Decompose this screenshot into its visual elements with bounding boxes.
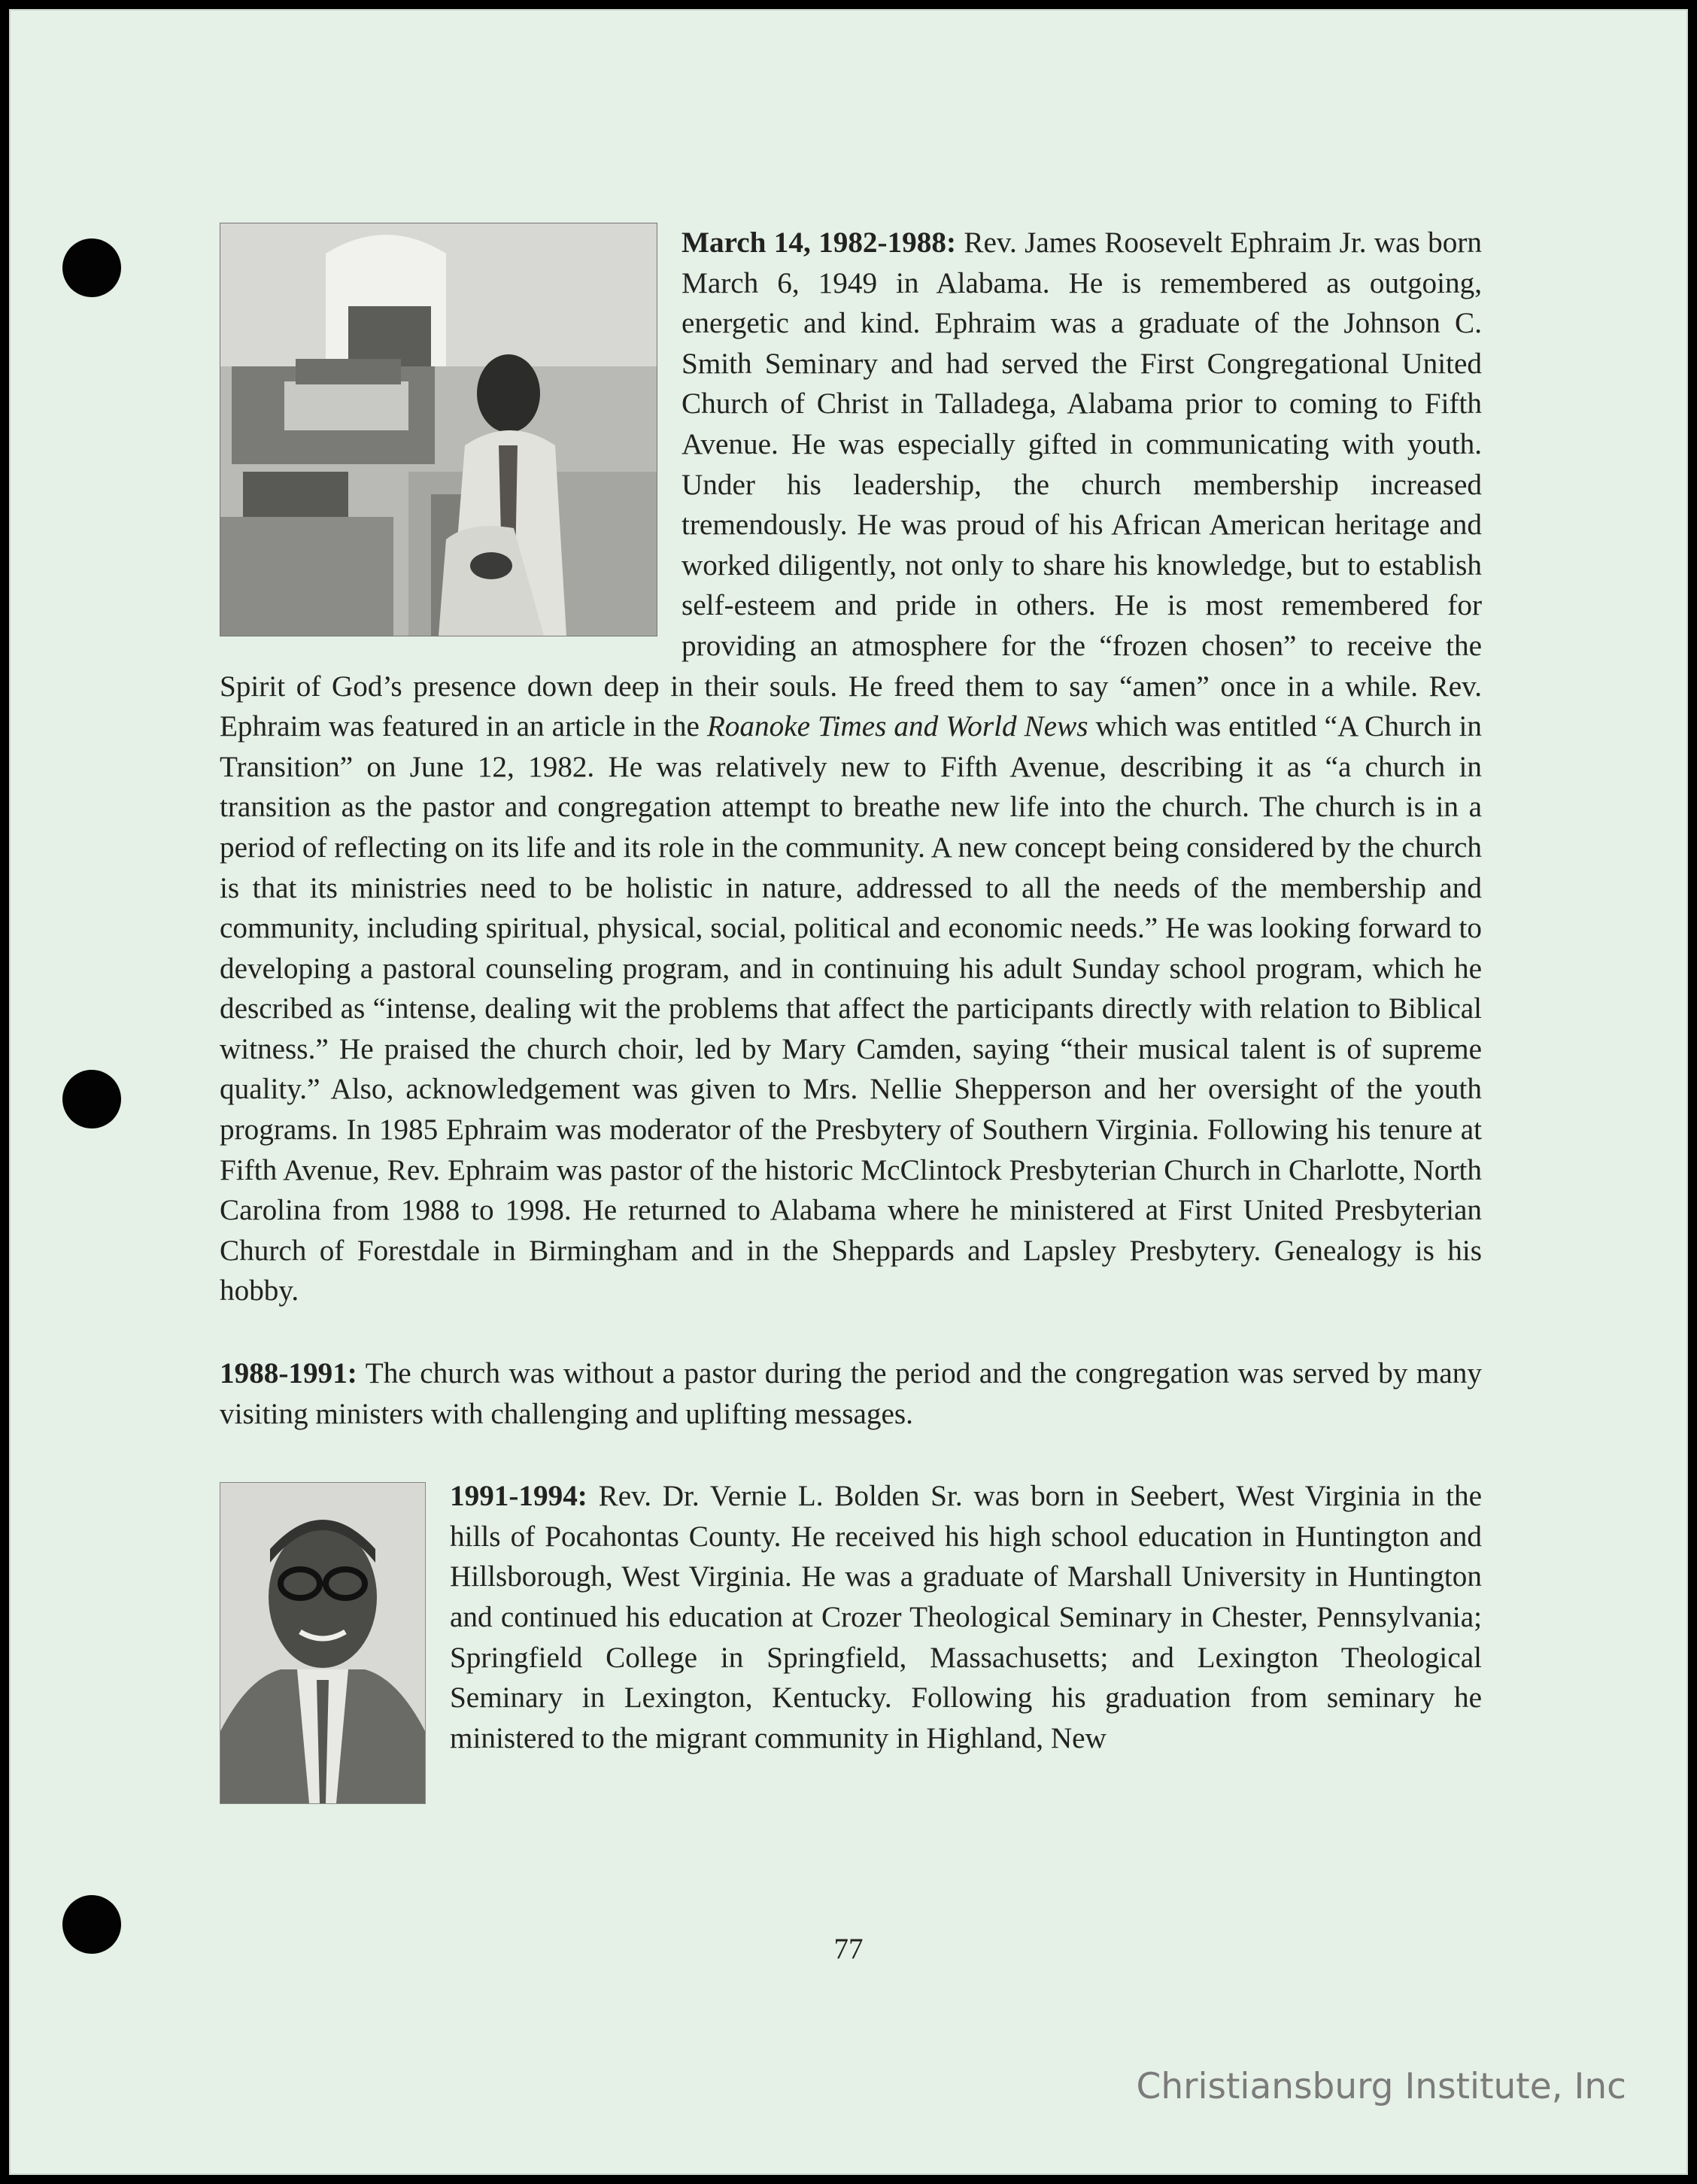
paragraph-spacer	[220, 1311, 1482, 1353]
vacancy-heading: 1988-1991:	[220, 1357, 357, 1390]
document-body	[220, 223, 1482, 1809]
bolden-text: Rev. Dr. Vernie L. Bolden Sr. was born in Seebert, West Virginia in the hills of Pocahontas County. He received his high school education in Huntington and Hillsborough, West Virginia. He was a graduate of Marshall University in Huntington and continued his education at Crozer Theological Seminary in Chester, Pennsylvania; Springfield College in Springfield, Massachusetts; and Lexington Theological Seminary in Lexington, Kentucky. Following his graduation from seminary he ministered to the migrant community in Highland, New	[450, 1480, 1483, 1754]
bolden-portrait-photo	[220, 1482, 426, 1804]
scanned-page	[9, 9, 1688, 2175]
newspaper-title: Roanoke Times and World News	[706, 710, 1088, 743]
page-number: 77	[833, 1933, 864, 1965]
ephraim-portrait-photo	[220, 223, 657, 636]
binder-hole-middle	[62, 1070, 121, 1128]
binder-hole-top	[62, 238, 121, 297]
vacancy-text: The church was without a pastor during the period and the congregation was served by many visiting ministers with challenging and uplifting messages.	[220, 1357, 1482, 1430]
vacancy-paragraph	[220, 1353, 1482, 1434]
binder-hole-bottom	[62, 1895, 121, 1954]
ephraim-text-part-2: which was entitled “A Church in Transition” on June 12, 1982. He was relatively new to Fifth Avenue, describing it as “a church in transition as the pastor and congregation attempt to breathe new life into the church. The church is in a period of reflecting on its life and its role in the community. A new concept being considered by the church is that its ministries need to be holistic in nature, addressed to all the needs of the membership and community, including spiritual, physical, social, political and economic needs.” He was looking forward to developing a pastoral counseling program, and in continuing his adult Sunday school program, which he described as “intense, dealing wit the problems that affect the participants directly with relation to Biblical witness.” He praised the church choir, led by Mary Camden, saying “their musical talent is of supreme quality.” Also, acknowledgement was given to Mrs. Nellie Shepperson and her oversight of the youth programs. In 1985 Ephraim was moderator of the Presbytery of Southern Virginia. Following his tenure at Fifth Avenue, Rev. Ephraim was pastor of the historic McClintock Presbyterian Church in Charlotte, North Carolina from 1988 to 1998. He returned to Alabama where he ministered at First United Presbyterian Church of Forestdale in Birmingham and in the Sheppards and Lapsley Presbytery. Genealogy is his hobby.	[220, 710, 1483, 1308]
bolden-heading: 1991-1994:	[450, 1480, 587, 1513]
archive-watermark: Christiansburg Institute, Inc	[1136, 2066, 1626, 2107]
ephraim-text-part-1: Rev. James Roosevelt Ephraim Jr. was born March 6, 1949 in Alabama. He is remembered as outgoing, energetic and kind. Ephraim was a graduate of the Johnson C. Smith Seminary and had served the First Congregational United Church of Christ in Talladega, Alabama prior to coming to Fifth Avenue. He was especially gifted in communicating with youth. Under his leadership, the church membership increased tremendously. He was proud of his African American heritage and worked diligently, not only to share his knowledge, but to establish self-esteem and pride in others. He is most remembered for providing an atmosphere for the “frozen chosen” to receive the Spirit of God’s presence down deep in their souls. He freed them to say “amen” once in a while. Rev. Ephraim was featured in an article in the	[220, 226, 1482, 743]
paragraph-spacer	[220, 1434, 1482, 1476]
ephraim-heading: March 14, 1982-1988:	[682, 226, 956, 259]
